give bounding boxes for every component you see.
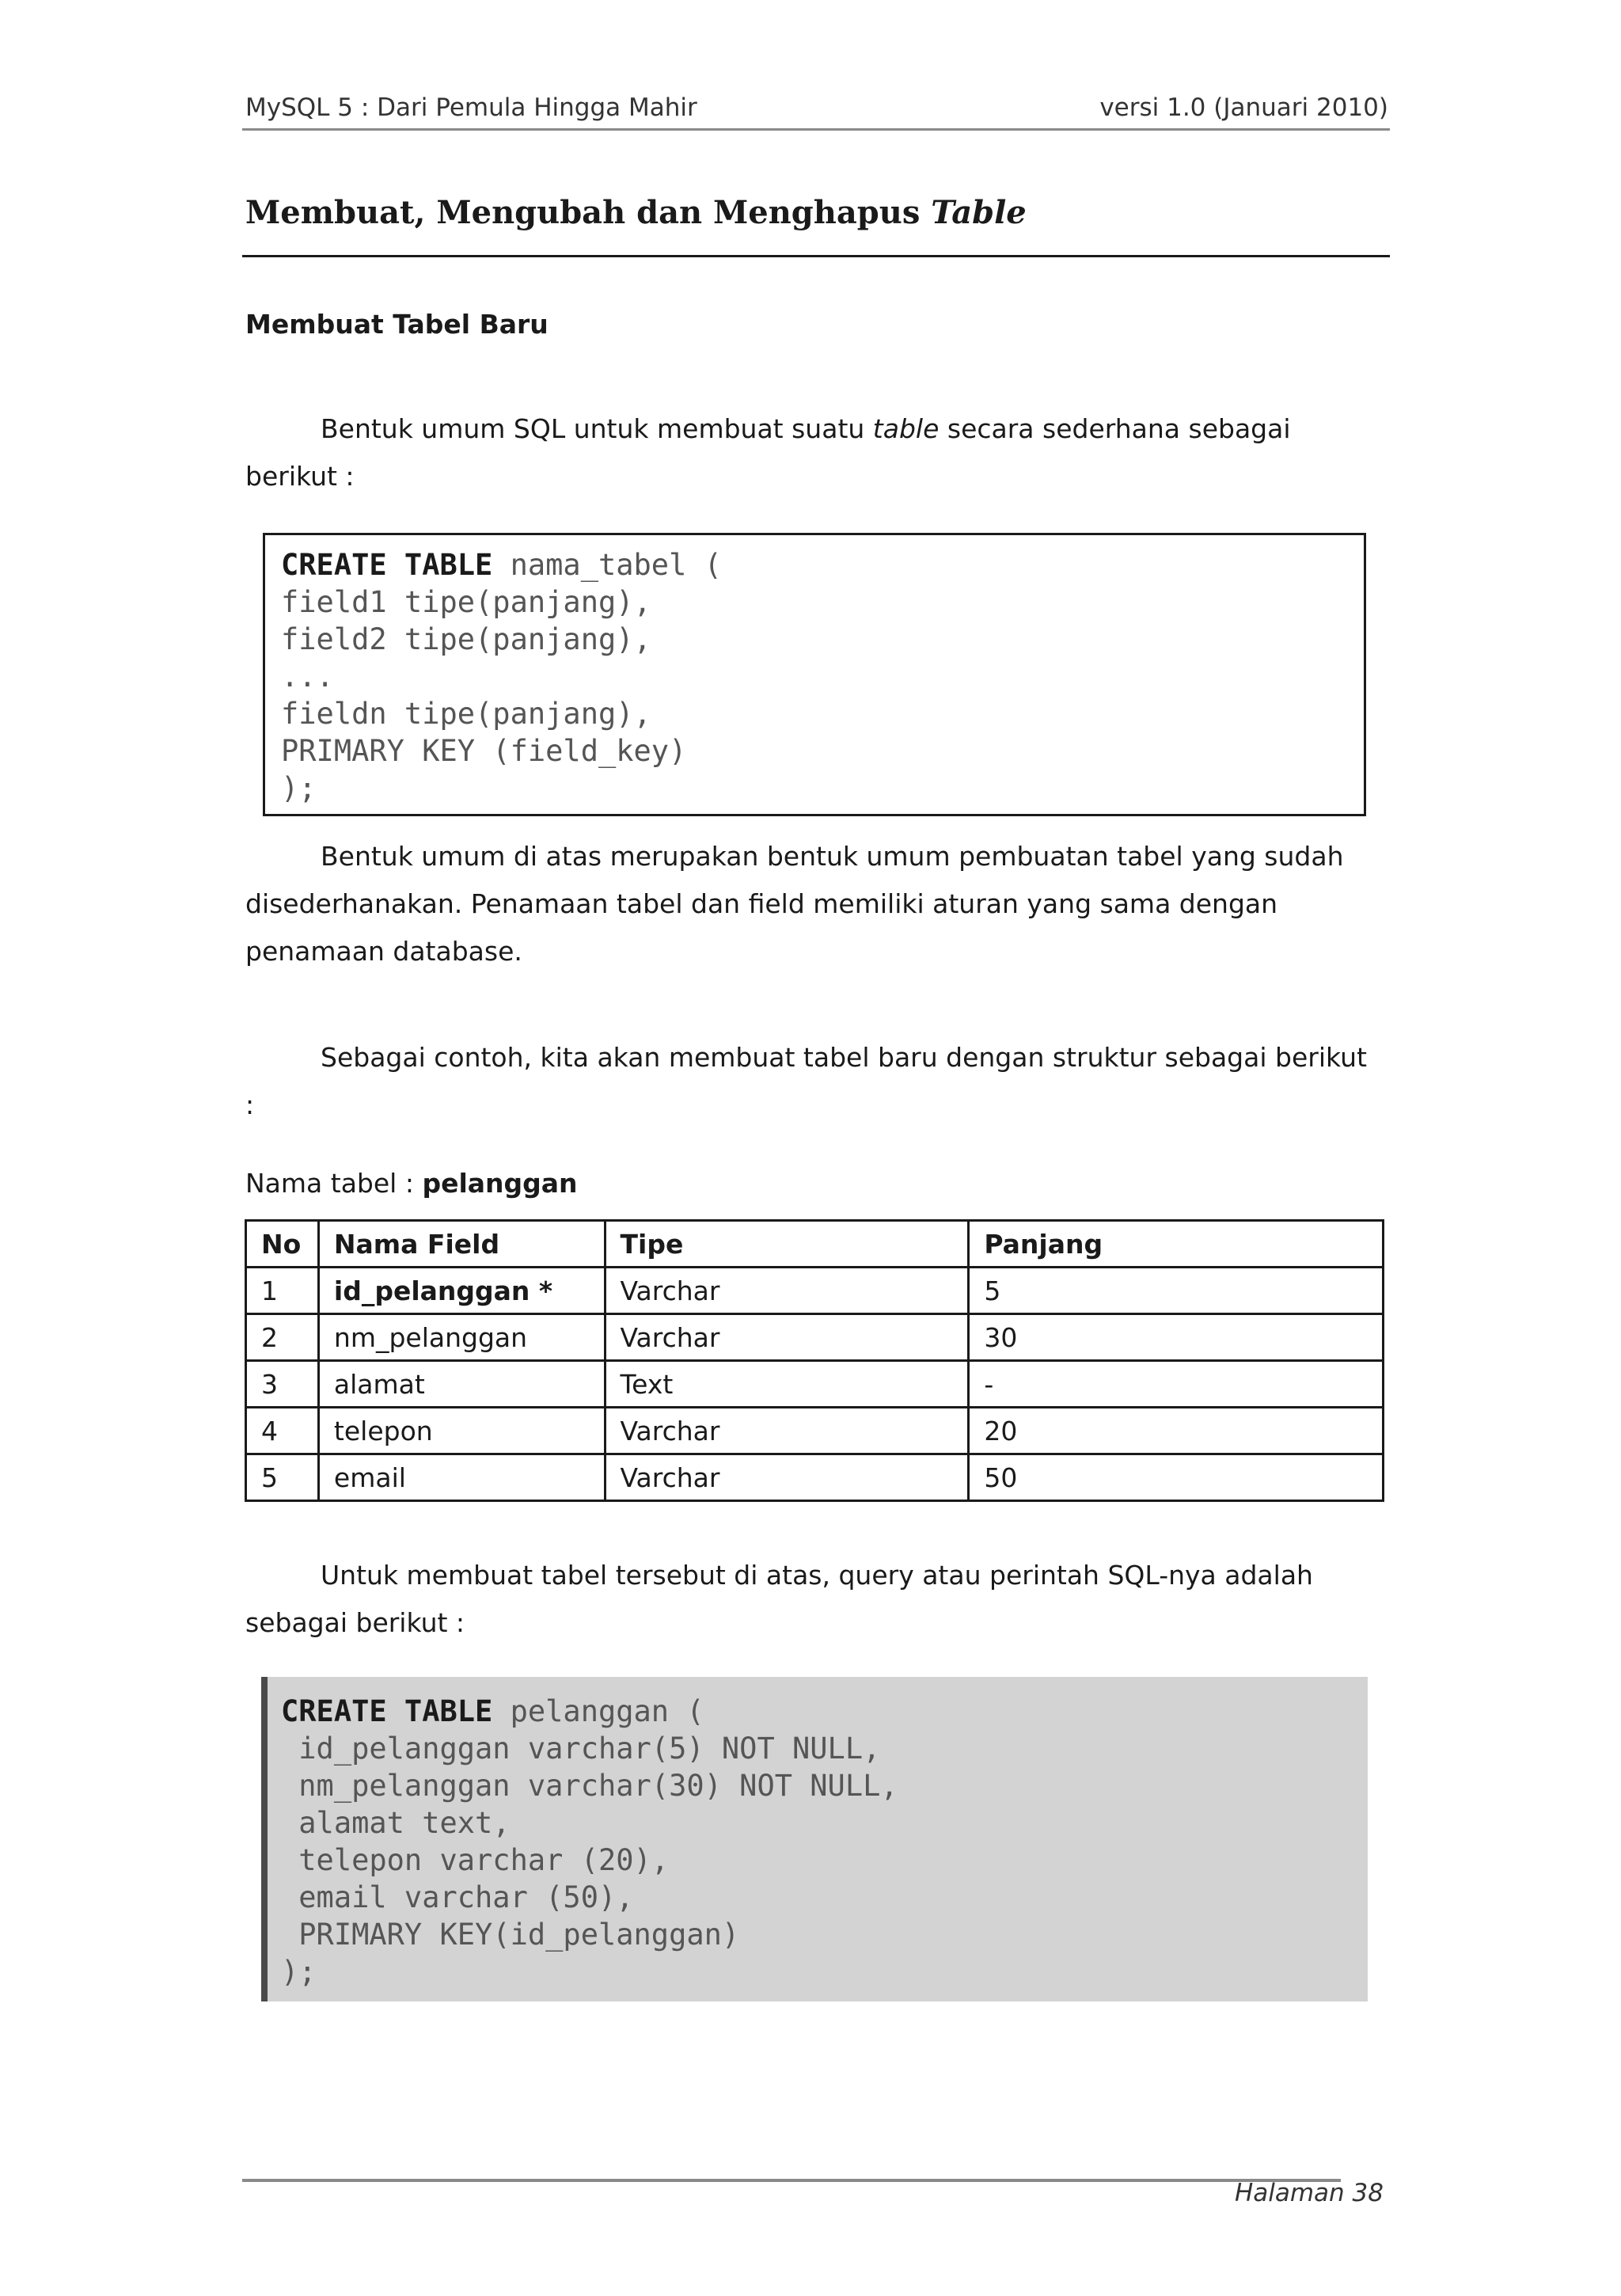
- table-label: [245, 1168, 578, 1199]
- code-example-text: [281, 1693, 898, 1990]
- table-cell: 3: [246, 1361, 319, 1408]
- code-line: telepon varchar (20),: [281, 1843, 670, 1877]
- code-block-example: [261, 1677, 1368, 2001]
- column-header-length: Panjang: [969, 1221, 1384, 1268]
- version-label: versi 1.0 (Januari 2010): [1099, 93, 1388, 122]
- code-line: );: [281, 771, 317, 805]
- table-cell: 5: [246, 1454, 319, 1501]
- table-cell: 5: [969, 1268, 1384, 1314]
- paragraph-query-intro-text: Untuk membuat tabel tersebut di atas, query atau perintah SQL-nya adalah sebagai berikut :: [245, 1560, 1313, 1638]
- table-row: [246, 1268, 1384, 1314]
- code-line: PRIMARY KEY(id_pelanggan): [281, 1918, 740, 1952]
- chapter-title-main: Membuat, Mengubah dan Menghapus: [245, 194, 932, 231]
- table-row: [246, 1361, 1384, 1408]
- table-cell: Varchar: [605, 1314, 969, 1361]
- chapter-title-italic: Table: [931, 194, 1027, 231]
- table-cell: Text: [605, 1361, 969, 1408]
- table-cell: -: [969, 1361, 1384, 1408]
- table-cell: 4: [246, 1408, 319, 1454]
- column-header-type: Tipe: [605, 1221, 969, 1268]
- column-header-field: Nama Field: [318, 1221, 605, 1268]
- running-header: [245, 93, 1388, 122]
- table-cell: Varchar: [605, 1268, 969, 1314]
- code-block-generic: [263, 533, 1366, 816]
- paragraph-intro-em: table: [872, 413, 940, 444]
- table-cell: Varchar: [605, 1408, 969, 1454]
- code-line: pelanggan (: [492, 1694, 704, 1728]
- header-rule: [242, 128, 1390, 131]
- paragraph-intro: [245, 405, 1369, 500]
- table-cell: 30: [969, 1314, 1384, 1361]
- page-number: Halaman 38: [1234, 2179, 1384, 2207]
- paragraph-intro-b: secara sederhana sebagai berikut :: [245, 413, 1291, 492]
- code-line: );: [281, 1955, 317, 1989]
- table-cell-primary-key: id_pelanggan *: [318, 1268, 605, 1314]
- code-line: alamat text,: [281, 1806, 511, 1840]
- code-line: nama_tabel (: [492, 548, 722, 582]
- table-cell: 20: [969, 1408, 1384, 1454]
- table-label-prefix: Nama tabel :: [245, 1168, 423, 1199]
- code-line: field1 tipe(panjang),: [281, 585, 651, 619]
- table-name: pelanggan: [422, 1168, 578, 1199]
- code-generic-text: [281, 546, 722, 807]
- code-line: ...: [281, 660, 334, 694]
- table-row: [246, 1314, 1384, 1361]
- chapter-title: [245, 194, 1027, 231]
- paragraph-intro-a: Bentuk umum SQL untuk membuat suatu: [321, 413, 873, 444]
- paragraph-explanation: [245, 833, 1369, 975]
- table-cell: 50: [969, 1454, 1384, 1501]
- field-table: [245, 1219, 1384, 1502]
- code-line: fieldn tipe(panjang),: [281, 697, 651, 731]
- table-row: [246, 1454, 1384, 1501]
- table-cell: alamat: [318, 1361, 605, 1408]
- footer-rule: [242, 2179, 1341, 2182]
- code-line: nm_pelanggan varchar(30) NOT NULL,: [281, 1769, 898, 1803]
- column-header-no: No: [246, 1221, 319, 1268]
- code-keyword: CREATE TABLE: [281, 548, 493, 582]
- table-cell: email: [318, 1454, 605, 1501]
- table-header-row: [246, 1221, 1384, 1268]
- title-rule: [242, 255, 1390, 257]
- table-cell: nm_pelanggan: [318, 1314, 605, 1361]
- table-row: [246, 1408, 1384, 1454]
- table-cell: telepon: [318, 1408, 605, 1454]
- table-cell: 1: [246, 1268, 319, 1314]
- paragraph-explanation-text: Bentuk umum di atas merupakan bentuk umum pembuatan tabel yang sudah disederhanakan. Penamaan tabel dan field memiliki aturan yang sama dengan penamaan database.: [245, 841, 1344, 967]
- section-heading: Membuat Tabel Baru: [245, 309, 549, 340]
- table-cell: 2: [246, 1314, 319, 1361]
- code-line: PRIMARY KEY (field_key): [281, 734, 687, 768]
- table-cell: Varchar: [605, 1454, 969, 1501]
- code-line: id_pelanggan varchar(5) NOT NULL,: [281, 1732, 881, 1766]
- code-line: email varchar (50),: [281, 1880, 634, 1914]
- paragraph-query-intro: [245, 1552, 1369, 1647]
- book-title: MySQL 5 : Dari Pemula Hingga Mahir: [245, 93, 697, 122]
- code-line: field2 tipe(panjang),: [281, 622, 651, 656]
- paragraph-example: [245, 1034, 1369, 1129]
- code-keyword: CREATE TABLE: [281, 1694, 493, 1728]
- paragraph-example-text: Sebagai contoh, kita akan membuat tabel baru dengan struktur sebagai berikut :: [245, 1042, 1367, 1120]
